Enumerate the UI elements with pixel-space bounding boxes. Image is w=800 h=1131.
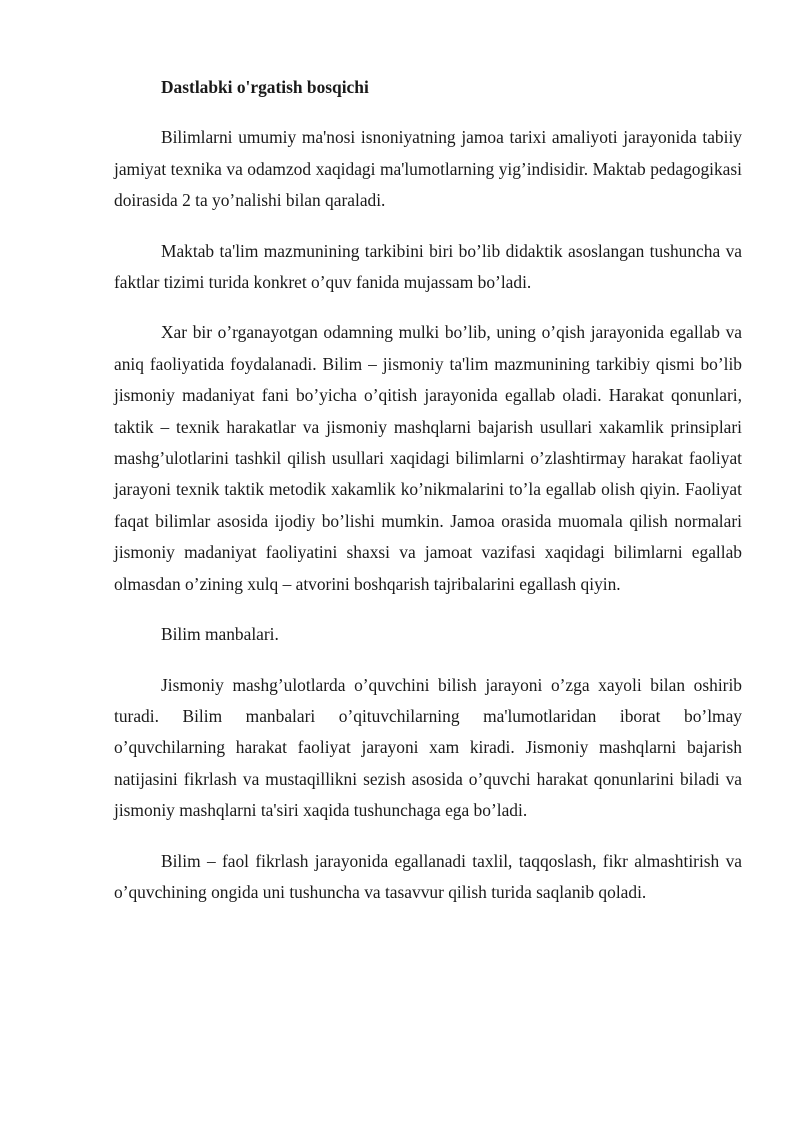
section-heading: Dastlabki o'rgatish bosqichi (161, 77, 369, 97)
paragraph-learner-property: Xar bir o’rganayotgan odamning mulki bo’lib, uning o’qish jarayonida egallab va aniq faoliyatida foydalanadi. Bilim – jismoniy ta'lim mazmunining tarkibiy qismi bo’lib jismoniy madaniyat fani bo’yicha o’qitish jarayonida egallab oladi. Harakat qonunlari, taktik – texnik harakatlar va jismoniy mashqlarni bajarish usullari xakamlik prinsiplari mashg’ulotlarini tashkil qilish usullari xaqidagi bilimlarni o’zlashtirmay harakat faoliyat jarayoni texnik taktik metodik xakamlik ko’nikmalarini to’la egallab olish qiyin. Faoliyat faqat bilimlar asosida ijodiy bo’lishi mumkin. Jamoa orasida muomala qilish normalari jismoniy madaniyat faoliyatini shaxsi va jamoat vazifasi xaqidagi bilimlarni egallab olmasdan o’zining xulq – atvorini boshqarish tajribalarini egallash qiyin. (114, 322, 742, 594)
paragraph-physical-exercise: Jismoniy mashg’ulotlarda o’quvchini bilish jarayoni o’zga xayoli bilan oshirib turadi. Bilim manbalari o’qituvchilarning ma'lumotlaridan iborat bo’lmay o’quvchilarning harakat faoliyat jarayoni xam kiradi. Jismoniy mashqlarni bajarish natijasini fikrlash va mustaqillikni sezish asosida o’quvchi harakat qonunlarini biladi va jismoniy mashqlarni ta'siri xaqida tushunchaga ega bo’ladi. (114, 674, 742, 821)
document-page (114, 72, 742, 927)
paragraph-knowledge-definition: Bilimlarni umumiy ma'nosi isnoniyatning jamoa tarixi amaliyoti jarayonida tabiiy jamiyat texnika va odamzod xaqidagi ma'lumotlarning yig’indisidir. Maktab pedagogikasi doirasida 2 ta yo’nalishi bilan qaraladi. (114, 127, 742, 211)
paragraph-school-content: Maktab ta'lim mazmunining tarkibini biri bo’lib didaktik asoslangan tushuncha va faktlar tizimi turida konkret o’quv fanida mujassam bo’ladi. (114, 240, 742, 293)
paragraph-active-thinking: Bilim – faol fikrlash jarayonida egallanadi taxlil, taqqoslash, fikr almashtirish va o’quvchining ongida uni tushuncha va tasavvur qilish turida saqlanib qoladi. (114, 850, 742, 902)
subheading-knowledge-sources: Bilim manbalari. (161, 624, 279, 645)
